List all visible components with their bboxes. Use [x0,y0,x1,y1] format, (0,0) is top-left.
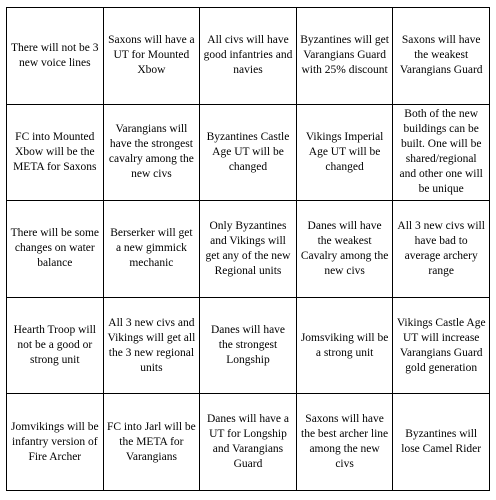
bingo-cell-r5c1: Jomvikings will be infantry version of Fire Archer [7,394,104,491]
bingo-cell-r4c3: Danes will have the strongest Longship [200,298,297,395]
bingo-cell-r5c2: FC into Jarl will be the META for Varangians [104,394,201,491]
bingo-cell-r2c2: Varangians will have the strongest cavalry among the new civs [104,105,201,202]
bingo-cell-r3c2: Berserker will get a new gimmick mechanic [104,201,201,298]
bingo-cell-r3c3: Only Byzantines and Vikings will get any of the new Regional units [200,201,297,298]
bingo-cell-r1c1: There will not be 3 new voice lines [7,8,104,105]
bingo-cell-r2c3: Byzantines Castle Age UT will be changed [200,105,297,202]
bingo-cell-r1c3: All civs will have good infantries and navies [200,8,297,105]
bingo-cell-r3c1: There will be some changes on water balance [7,201,104,298]
bingo-cell-r2c4: Vikings Imperial Age UT will be changed [297,105,394,202]
bingo-cell-r5c3: Danes will have a UT for Longship and Varangians Guard [200,394,297,491]
bingo-cell-r2c5: Both of the new buildings can be built. One will be shared/regional and other one will be unique [393,105,490,202]
bingo-cell-r4c4: Jomsviking will be a strong unit [297,298,394,395]
bingo-cell-r2c1: FC into Mounted Xbow will be the META for Saxons [7,105,104,202]
bingo-cell-r1c2: Saxons will have a UT for Mounted Xbow [104,8,201,105]
bingo-grid [6,7,490,491]
bingo-cell-r3c5: All 3 new civs will have bad to average archery range [393,201,490,298]
bingo-cell-r3c4: Danes will have the weakest Cavalry among the new civs [297,201,394,298]
bingo-cell-r4c1: Hearth Troop will not be a good or strong unit [7,298,104,395]
bingo-cell-r4c2: All 3 new civs and Vikings will get all the 3 new regional units [104,298,201,395]
bingo-cell-r5c5: Byzantines will lose Camel Rider [393,394,490,491]
bingo-cell-r1c4: Byzantines will get Varangians Guard with 25% discount [297,8,394,105]
bingo-cell-r1c5: Saxons will have the weakest Varangians Guard [393,8,490,105]
bingo-cell-r4c5: Vikings Castle Age UT will increase Varangians Guard gold generation [393,298,490,395]
bingo-cell-r5c4: Saxons will have the best archer line among the new civs [297,394,394,491]
